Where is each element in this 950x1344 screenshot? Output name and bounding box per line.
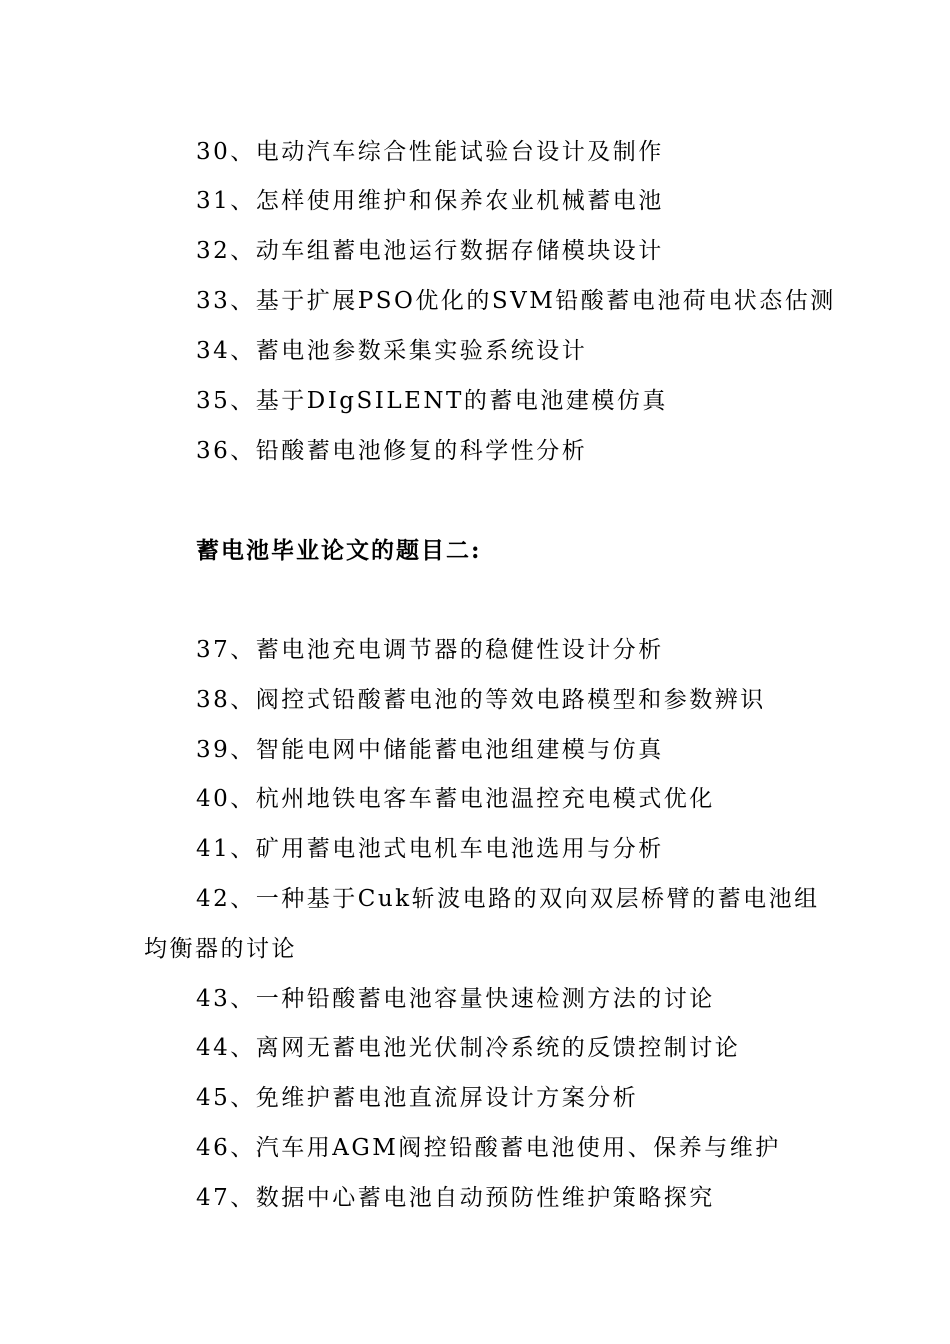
list-item: 45、免维护蓄电池直流屏设计方案分析 xyxy=(196,1085,639,1111)
list-item: 40、杭州地铁电客车蓄电池温控充电模式优化 xyxy=(196,786,715,812)
list-item: 34、蓄电池参数采集实验系统设计 xyxy=(196,338,588,364)
list-item: 44、离网无蓄电池光伏制冷系统的反馈控制讨论 xyxy=(196,1035,741,1061)
list-item: 46、汽车用AGM阀控铅酸蓄电池使用、保养与维护 xyxy=(196,1135,781,1161)
section-heading: 蓄电池毕业论文的题目二: xyxy=(196,537,482,564)
list-item-continuation: 均衡器的讨论 xyxy=(144,936,297,962)
list-item: 33、基于扩展PSO优化的SVM铅酸蓄电池荷电状态估测 xyxy=(196,288,836,314)
list-item: 32、动车组蓄电池运行数据存储模块设计 xyxy=(196,238,664,264)
list-item: 38、阀控式铅酸蓄电池的等效电路模型和参数辨识 xyxy=(196,687,766,713)
list-item: 42、一种基于Cuk斩波电路的双向双层桥臂的蓄电池组 xyxy=(196,886,820,912)
list-item: 35、基于DIgSILENT的蓄电池建模仿真 xyxy=(196,388,668,414)
list-item: 43、一种铅酸蓄电池容量快速检测方法的讨论 xyxy=(196,986,715,1012)
list-item: 37、蓄电池充电调节器的稳健性设计分析 xyxy=(196,637,664,663)
list-item: 41、矿用蓄电池式电机车电池选用与分析 xyxy=(196,836,664,862)
list-item: 47、数据中心蓄电池自动预防性维护策略探究 xyxy=(196,1185,715,1211)
list-item: 31、怎样使用维护和保养农业机械蓄电池 xyxy=(196,188,664,214)
list-item: 39、智能电网中储能蓄电池组建模与仿真 xyxy=(196,737,664,763)
list-item: 30、电动汽车综合性能试验台设计及制作 xyxy=(196,139,664,165)
list-item: 36、铅酸蓄电池修复的科学性分析 xyxy=(196,438,588,464)
